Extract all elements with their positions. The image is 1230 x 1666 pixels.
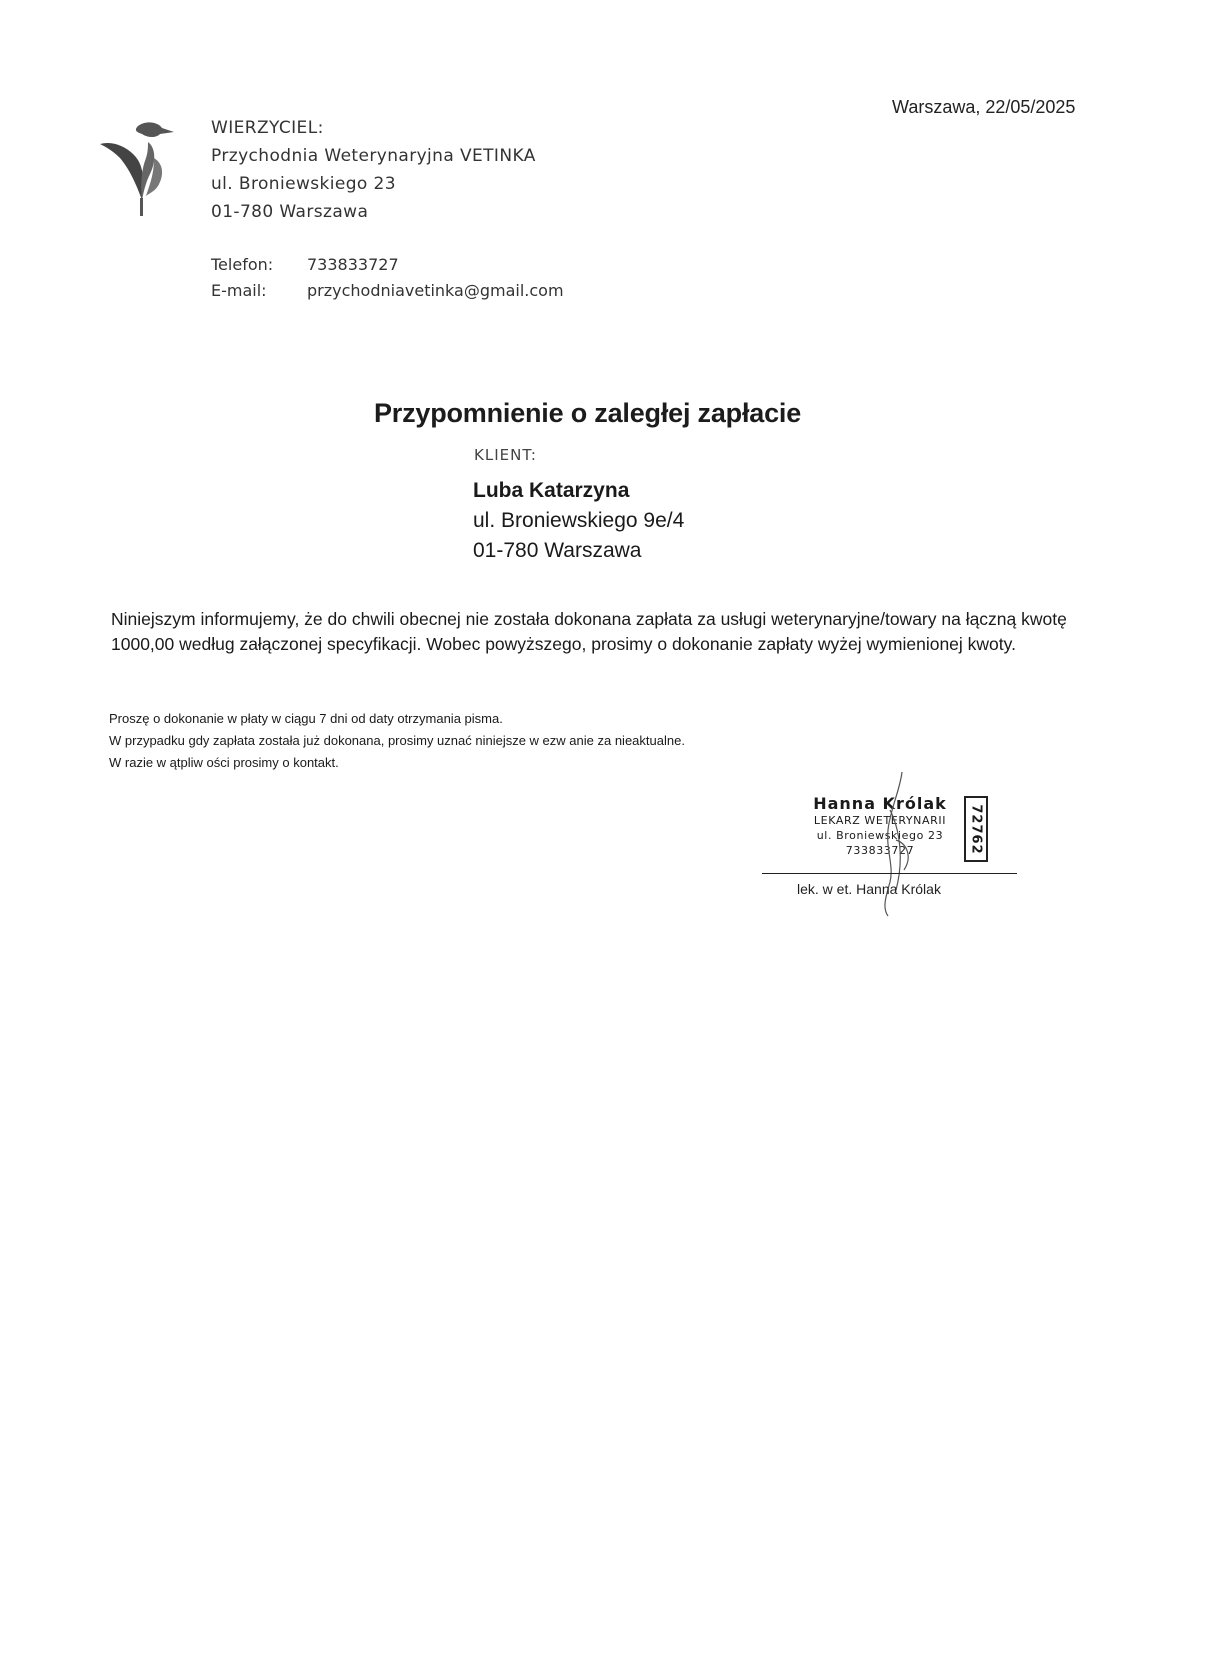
note-line: W przypadku gdy zapłata została już dokonana, prosimy uznać niniejsze w ezw anie za nieaktualne. (109, 733, 685, 748)
creditor-label: WIERZYCIEL: (211, 118, 324, 138)
document-title: Przypomnienie o zaległej zapłacie (373, 398, 802, 428)
stamp-name: Hanna Królak (813, 794, 947, 813)
email-value: przychodniavetinka@gmail.com (307, 281, 564, 300)
stamp-title: LEKARZ WETERYNARII (813, 814, 947, 827)
creditor-city: 01-780 Warszawa (211, 202, 369, 222)
client-block (473, 476, 684, 566)
notes-block (109, 708, 685, 774)
stamp-license-box (964, 796, 988, 862)
creditor-street: ul. Broniewskiego 23 (211, 174, 396, 194)
client-street: ul. Broniewskiego 9e/4 (473, 509, 685, 532)
document-date: Warszawa, 22/05/2025 (892, 97, 1076, 117)
phone-value: 733833727 (307, 255, 399, 274)
handwritten-signature (860, 770, 920, 920)
client-city: 01-780 Warszawa (473, 539, 642, 562)
reminder-body: Niniejszym informujemy, że do chwili obecnej nie została dokonana zapłata za usługi weterynaryjne/towary na łączną kwotę 1000,00 według załączonej specyfikacji. Wobec powyższego, prosimy o dokonanie zapłaty wyżej wymienionej kwoty. (111, 609, 1067, 654)
signature-line (762, 873, 1017, 874)
phone-label: Telefon: (211, 255, 274, 274)
heron-logo-icon (100, 118, 192, 218)
note-line: Proszę o dokonanie w płaty w ciągu 7 dni od daty otrzymania pisma. (109, 711, 503, 726)
creditor-name: Przychodnia Weterynaryjna VETINKA (211, 146, 536, 166)
creditor-block (211, 114, 536, 226)
client-name: Luba Katarzyna (473, 479, 630, 502)
client-label: KLIENT: (474, 446, 537, 464)
stamp-street: ul. Broniewskiego 23 (816, 829, 944, 842)
note-line: W razie w ątpliw ości prosimy o kontakt. (109, 755, 339, 770)
stamp-phone: 733833727 (845, 844, 915, 857)
signature-caption: lek. w et. Hanna Królak (797, 881, 941, 897)
email-label: E-mail: (211, 281, 267, 300)
stamp-license-number: 72762 (968, 803, 984, 855)
creditor-contact (211, 252, 564, 304)
